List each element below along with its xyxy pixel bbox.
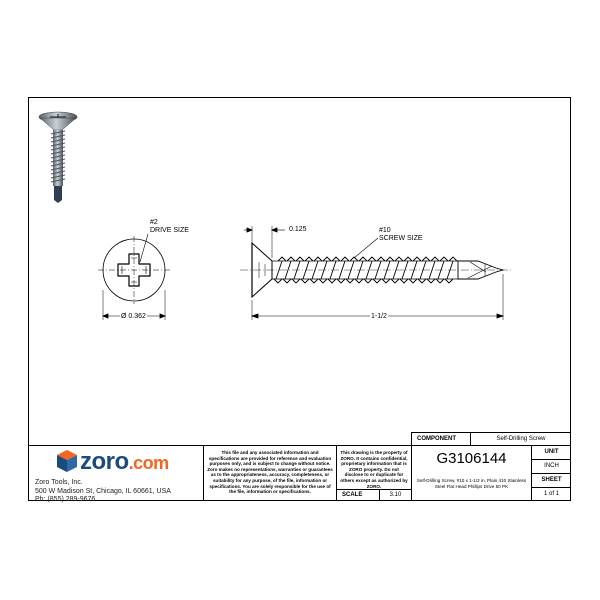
brand-main: zoro — [80, 448, 129, 475]
drive-size-label: #2 DRIVE SIZE — [150, 219, 189, 234]
brand-suffix: .com — [128, 453, 169, 473]
component-label: COMPONENT — [417, 436, 456, 442]
part-number: G3106144 — [436, 450, 507, 467]
disclaimer-cell — [203, 445, 336, 501]
title-block — [28, 432, 571, 501]
brand-logo — [80, 448, 169, 476]
company-address: 500 W Madison St, Chicago, IL 60661, USA — [35, 487, 171, 495]
unit-label-cell — [531, 445, 571, 459]
zoro-cube-logo-icon — [57, 450, 77, 472]
component-header-cell — [411, 432, 470, 445]
scale-value: 3.10 — [389, 492, 402, 498]
company-name: Zoro Tools, Inc. — [35, 479, 83, 486]
sheet-label-cell — [531, 473, 571, 487]
head-height-label: 0.125 — [289, 226, 307, 233]
screw-size-label: #10 SCREW SIZE — [379, 227, 423, 242]
component-value: Self-Drilling Screw — [496, 436, 546, 442]
length-label: 1-1/2 — [371, 313, 387, 320]
scale-value-cell — [379, 489, 411, 501]
component-value-cell — [470, 432, 571, 445]
scale-label: SCALE — [342, 492, 363, 498]
unit-label: UNIT — [544, 449, 559, 455]
company-address-block — [35, 479, 171, 505]
part-description: Self-Drilling Screw, #10 x 1-1/2 in, Plain 410 Stainless Steel Flat Head Phillips Drive 50 PK — [416, 478, 527, 489]
head-diameter-label: Ø 0.362 — [121, 313, 146, 320]
part-cell — [411, 445, 531, 501]
property-cell — [336, 445, 411, 489]
company-phone: Ph: (855) 289-9676 — [35, 496, 96, 503]
sheet-value-cell — [531, 487, 571, 501]
company-cell — [28, 445, 203, 501]
property-text: This drawing is the property of ZORO. It contains confidential, proprietary information that is ZORO property. Do not disclose to or duplicate for others except as authorized by ZORO. — [340, 450, 408, 489]
sheet-value: 1 of 1 — [543, 491, 559, 497]
unit-value: INCH — [544, 463, 559, 469]
scale-label-cell — [336, 489, 379, 501]
unit-value-cell — [531, 459, 571, 473]
disclaimer-text: This file and any associated information and specifications are provided for reference and evaluation purposes only, and is subject to change without notice. Zoro makes no representations, warranties or guarantees as to the appropriateness, accuracy, completeness, or suitability for any purpose, of the file, information or specifications. You are solely responsible for the use of the file, information or specifications. — [207, 450, 333, 495]
sheet-label: SHEET — [541, 477, 562, 483]
